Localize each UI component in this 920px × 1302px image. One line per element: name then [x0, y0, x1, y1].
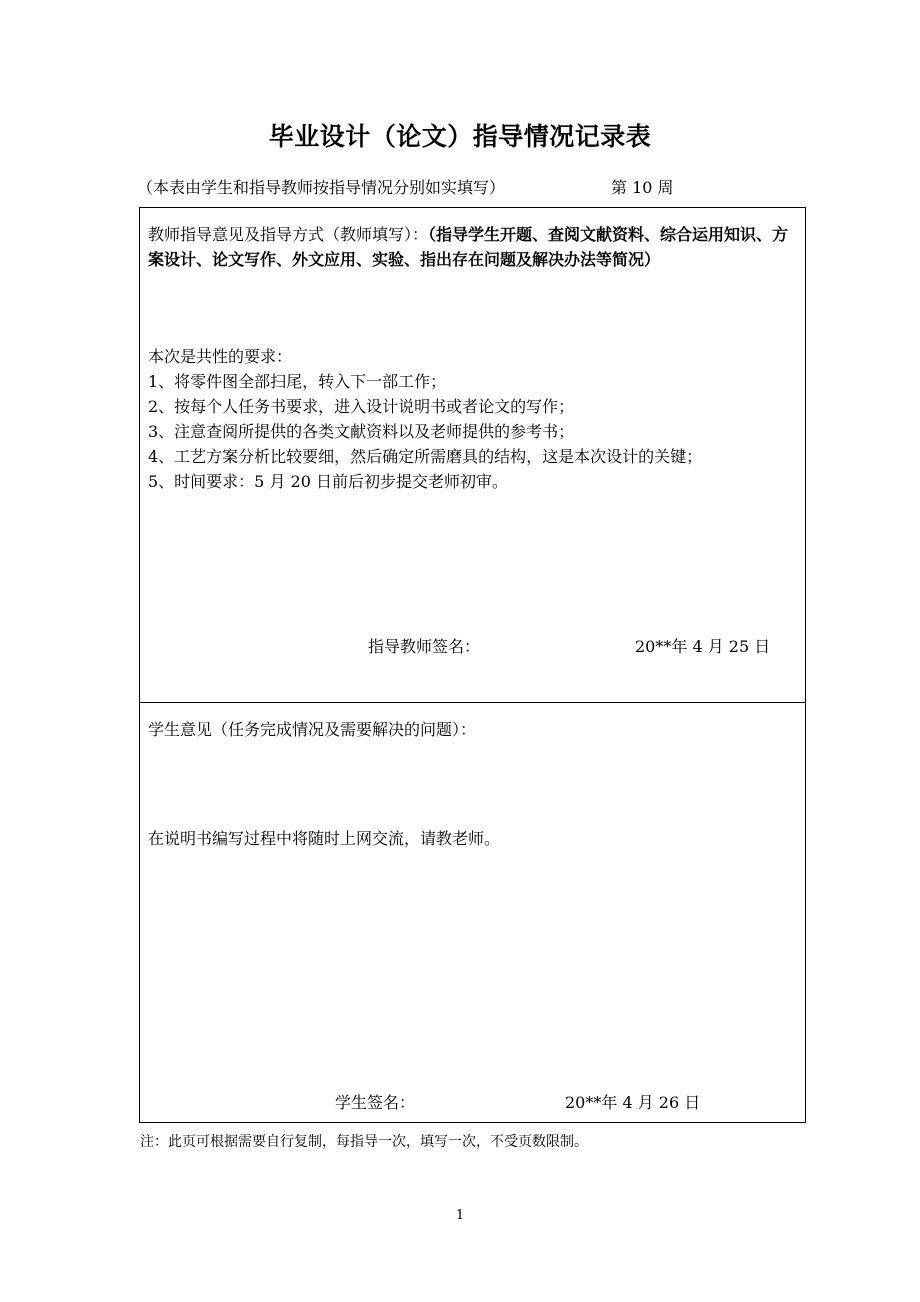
teacher-signature-label: 指导教师签名：: [368, 637, 481, 656]
teacher-heading-label: 教师指导意见及指导方式（教师填写）：: [148, 225, 429, 244]
requirement-item-5: 5、时间要求：5 月 20 日前后初步提交老师初审。: [148, 472, 508, 491]
guidance-record-table: [139, 207, 806, 1123]
teacher-signature-date: 20**年 4 月 25 日: [635, 637, 771, 656]
student-signature-date: 20**年 4 月 26 日: [565, 1093, 701, 1112]
teacher-heading-scope: （指导学生开题、查阅文献资料、综合运用知识、方案设计、论文写作、外文应用、实验、指出存在问题及解决办法等简况）: [148, 225, 789, 269]
footnote: 注：此页可根据需要自行复制，每指导一次，填写一次，不受页数限制。: [140, 1134, 588, 1150]
requirement-item-1: 1、将零件图全部扫尾，转入下一部工作；: [148, 372, 447, 391]
page-number: 1: [455, 1208, 465, 1223]
form-instruction: （本表由学生和指导教师按指导情况分别如实填写）: [137, 178, 506, 197]
page-title: 毕业设计（论文）指导情况记录表: [268, 122, 652, 151]
teacher-section-heading: [148, 222, 804, 272]
teacher-requirements: [148, 344, 702, 494]
week-number: 第 10 周: [611, 178, 674, 197]
requirement-intro: 本次是共性的要求：: [148, 347, 293, 366]
section-divider: [140, 702, 805, 703]
requirement-item-4: 4、工艺方案分析比较要细，然后确定所需磨具的结构，这是本次设计的关键；: [148, 447, 703, 466]
requirement-item-2: 2、按每个人任务书要求，进入设计说明书或者论文的写作；: [148, 397, 575, 416]
requirement-item-3: 3、注意查阅所提供的各类文献资料以及老师提供的参考书；: [148, 422, 575, 441]
student-comment: 在说明书编写过程中将随时上网交流，请教老师。: [148, 829, 501, 848]
student-section-heading: 学生意见（任务完成情况及需要解决的问题）：: [148, 720, 477, 739]
student-signature-label: 学生签名：: [335, 1093, 416, 1112]
